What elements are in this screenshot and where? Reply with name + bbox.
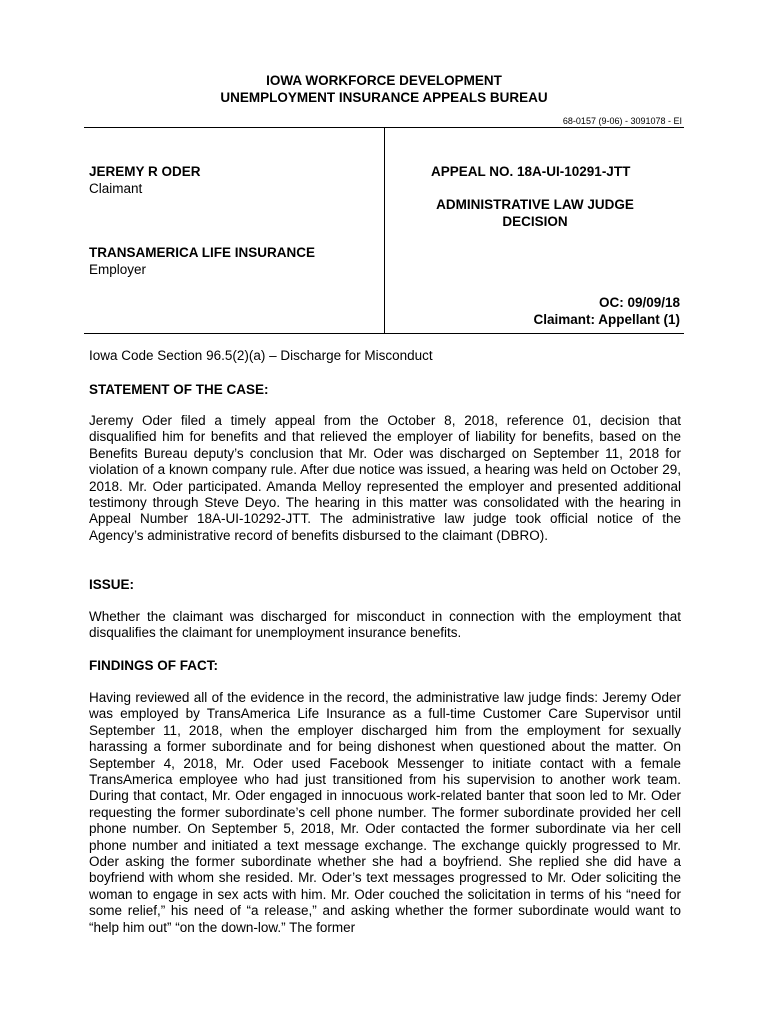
- appeal-number: APPEAL NO. 18A-UI-10291-JTT: [431, 164, 631, 179]
- agency-title: IOWA WORKFORCE DEVELOPMENT: [266, 73, 502, 88]
- issue-paragraph: Whether the claimant was discharged for misconduct in connection with the employment that disqualifies the claimant for unemployment insurance benefits.: [89, 609, 681, 641]
- decision-title-line2: DECISION: [502, 214, 568, 229]
- findings-paragraph: Having reviewed all of the evidence in the record, the administrative law judge finds: Jeremy Oder was employed by TransAmerica Life Insurance as a full-time Customer Care Supervisor until September 11, 2018, when the employer discharged him from the employment for sexually harassing a former subordinate and for being dishonest when questioned about the matter. On September 4, 2018, Mr. Oder used Facebook Messenger to initiate contact with a female TransAmerica employee who had just transitioned from his supervision to another work team. During that contact, Mr. Oder engaged in innocuous work-related banter that soon led to Mr. Oder requesting the former subordinate’s cell phone number. The former subordinate provided her cell phone number. On September 5, 2018, Mr. Oder contacted the former subordinate via her cell phone number and initiated a text message exchange. The exchange quickly progressed to Mr. Oder asking the former subordinate whether she had a boyfriend. She replied she did have a boyfriend with whom she resided. Mr. Oder’s text messages progressed to Mr. Oder soliciting the woman to engage in sex acts with him. Mr. Oder couched the solicitation in terms of his “need for some relief,” his need of “a release,” and asking whether the former subordinate would want to “help him out” “on the down-low.” The former: [89, 690, 681, 935]
- employer-role: Employer: [89, 262, 147, 277]
- issue-heading: ISSUE:: [89, 577, 135, 592]
- caption-bottom-divider: [84, 333, 684, 334]
- code-section: Iowa Code Section 96.5(2)(a) – Discharge for Misconduct: [89, 348, 433, 363]
- column-divider: [384, 127, 385, 334]
- decision-title-line1: ADMINISTRATIVE LAW JUDGE: [436, 197, 634, 212]
- claimant-status: Claimant: Appellant (1): [533, 312, 680, 327]
- oc-date: OC: 09/09/18: [598, 295, 680, 310]
- statement-paragraph: Jeremy Oder filed a timely appeal from the October 8, 2018, reference 01, decision that disqualified him for benefits and that relieved the employer of liability for benefits, based on the Benefits Bureau deputy’s conclusion that Mr. Oder was discharged on September 11, 2018 for violation of a known company rule. After due notice was issued, a hearing was held on October 29, 2018. Mr. Oder participated. Amanda Melloy represented the employer and presented additional testimony through Steve Deyo. The hearing in this matter was consolidated with the hearing in Appeal Number 18A-UI-10292-JTT. The administrative law judge took official notice of the Agency’s administrative record of benefits disbursed to the claimant (DBRO).: [89, 413, 681, 543]
- statement-heading: STATEMENT OF THE CASE:: [89, 382, 269, 397]
- form-number: 68-0157 (9-06) - 3091078 - EI: [562, 116, 682, 126]
- findings-heading: FINDINGS OF FACT:: [89, 658, 218, 673]
- claimant-role: Claimant: [89, 181, 143, 196]
- employer-name: TRANSAMERICA LIFE INSURANCE: [89, 245, 315, 260]
- claimant-name: JEREMY R ODER: [89, 164, 201, 179]
- bureau-title: UNEMPLOYMENT INSURANCE APPEALS BUREAU: [220, 90, 548, 105]
